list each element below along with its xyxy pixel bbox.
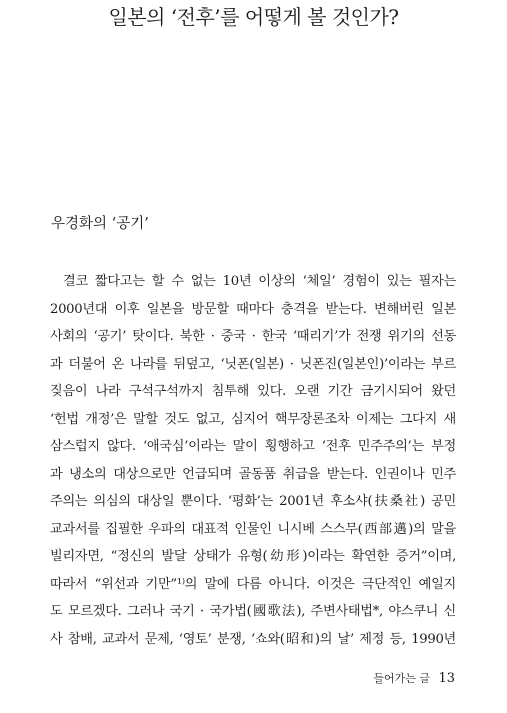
- running-footer: [373, 670, 455, 688]
- section-heading: 우경화의 ‘공기’: [51, 216, 149, 232]
- text-line: 사회의 ‘공기’ 탓이다. 북한 · 중국 · 한국 ‘때리기’가 전쟁 위기의 선동: [50, 329, 456, 344]
- text-line: 결코 짧다고는 할 수 없는 10년 이상의 ‘체일’ 경험이 있는 필자는: [63, 274, 456, 289]
- text-line: 2000년대 이후 일본을 방문할 때마다 충격을 받는다. 변해버린 일본: [50, 301, 456, 317]
- footer-section-title: 들어가는 글: [373, 672, 430, 685]
- body-paragraph: [50, 268, 456, 653]
- text-line: 도 모르겠다. 그러나 국기 · 국가법(國歌法), 주변사태법*, 야스쿠니 신: [50, 604, 456, 619]
- text-line: 빌리자면, “정신의 발달 상태가 유형(幼形)이라는 확연한 증거”이며,: [50, 549, 456, 564]
- text-line: 사 참배, 교과서 문제, ‘영토’ 분쟁, ‘쇼와(昭和)의 날’ 제정 등, 1990년: [50, 631, 456, 647]
- text-line: 짖음이 나라 구석구석까지 침투해 있다. 오랜 기간 금기시되어 왔던: [50, 384, 456, 399]
- text-line: ‘헌법 개정’은 말할 것도 없고, 심지어 핵무장론조차 이제는 그다지 새: [50, 411, 456, 427]
- text-line: 교과서를 집필한 우파의 대표적 인물인 니시베 스스무(西部邁)의 말을: [50, 521, 456, 537]
- text-line: 주의는 의심의 대상일 뿐이다. ‘평화’는 2001년 후소샤(扶桑社) 공민: [50, 494, 456, 509]
- page-number: 13: [438, 671, 455, 686]
- text-line: 삼스럽지 않다. ‘애국심’이라는 말이 횡행하고 ‘전후 민주주의’는 부정: [50, 439, 456, 454]
- text-line: 따라서 “위선과 기만”¹⁾의 말에 다름 아니다. 이것은 극단적인 예일지: [50, 576, 456, 592]
- page-title: 일본의 ‘전후’를 어떻게 볼 것인가?: [108, 5, 399, 29]
- text-line: 과 냉소의 대상으로만 언급되며 골동품 취급을 받는다. 인권이나 민주: [50, 466, 456, 482]
- text-line: 과 더불어 온 나라를 뒤덮고, ‘닛폰(일본) · 닛폰진(일본인)’이라는 부르: [50, 356, 456, 372]
